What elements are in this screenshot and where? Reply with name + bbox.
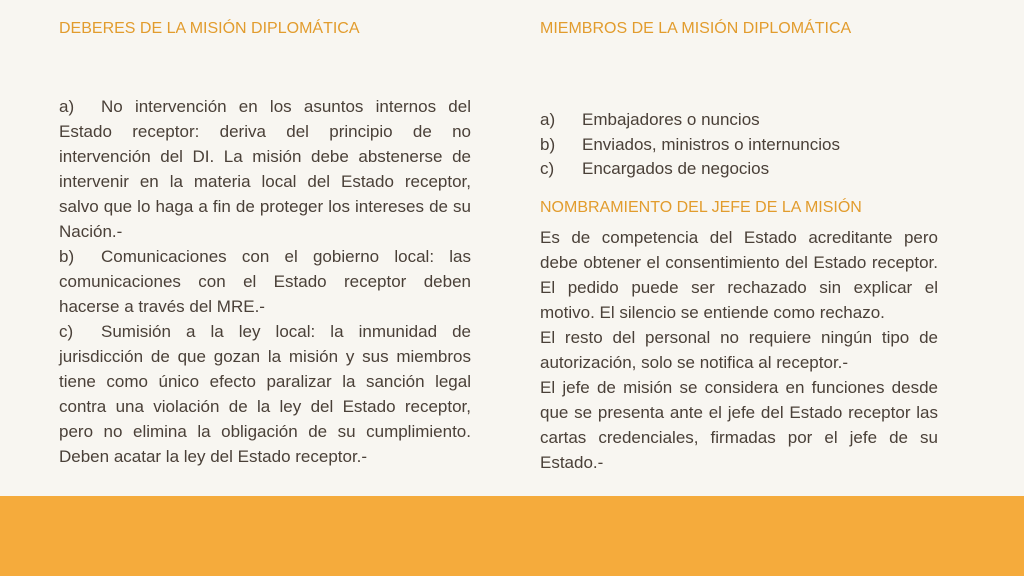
appointment-heading: NOMBRAMIENTO DEL JEFE DE LA MISIÓN — [540, 198, 862, 216]
appointment-paragraph: El jefe de misión se considera en funciones desde que se presenta ante el jefe del Estado receptor las cartas credenciales, firmadas por el jefe de su Estado.- — [540, 377, 938, 472]
member-text: Enviados, ministros o internuncios — [582, 134, 840, 154]
duty-text: Sumisión a la ley local: la inmunidad de jurisdicción de que gozan la misión y sus miembros tiene como único efecto paralizar la sanción legal contra una violación de la ley del Estado receptor, pero no elimina la obligación de su cumplimiento. Deben acatar la ley del Estado receptor.- — [59, 322, 471, 466]
duties-heading: DEBERES DE LA MISIÓN DIPLOMÁTICA — [59, 20, 360, 37]
member-item-b — [540, 133, 938, 158]
member-item-a — [540, 108, 938, 133]
duty-marker: a) — [59, 97, 75, 116]
duty-text: Comunicaciones con el gobierno local: las comunicaciones con el Estado receptor deben hacerse a través del MRE.- — [59, 247, 471, 316]
left-column — [59, 18, 471, 469]
duty-text: No intervención en los asuntos internos del Estado receptor: deriva del principio de no intervención del DI. La misión debe abstenerse de intervenir en la materia local del Estado receptor, salvo que lo haga a fin de proteger los intereses de su Nación.- — [59, 97, 471, 241]
appointment-body — [540, 225, 938, 475]
member-marker: a) — [540, 110, 556, 129]
member-text: Encargados de negocios — [582, 159, 770, 178]
members-heading: MIEMBROS DE LA MISIÓN DIPLOMÁTICA — [540, 20, 852, 37]
duty-item-c — [59, 319, 471, 469]
duties-list — [59, 94, 471, 469]
appointment-paragraph: El resto del personal no requiere ningún tipo de autorización, solo se notifica al receptor.- — [540, 327, 938, 372]
members-list — [540, 108, 938, 182]
duty-marker: c) — [59, 322, 74, 341]
member-marker: c) — [540, 159, 555, 178]
duty-item-a — [59, 94, 471, 244]
footer-band — [0, 496, 1024, 576]
duty-marker: b) — [59, 247, 75, 266]
appointment-paragraph: Es de competencia del Estado acreditante pero debe obtener el consentimiento del Estado receptor. El pedido puede ser rechazado sin explicar el motivo. El silencio se entiende como rechazo. — [540, 227, 938, 322]
duty-item-b — [59, 244, 471, 319]
member-item-c — [540, 157, 938, 182]
member-text: Embajadores o nuncios — [582, 110, 760, 129]
member-marker: b) — [540, 134, 556, 154]
right-column — [540, 18, 938, 475]
